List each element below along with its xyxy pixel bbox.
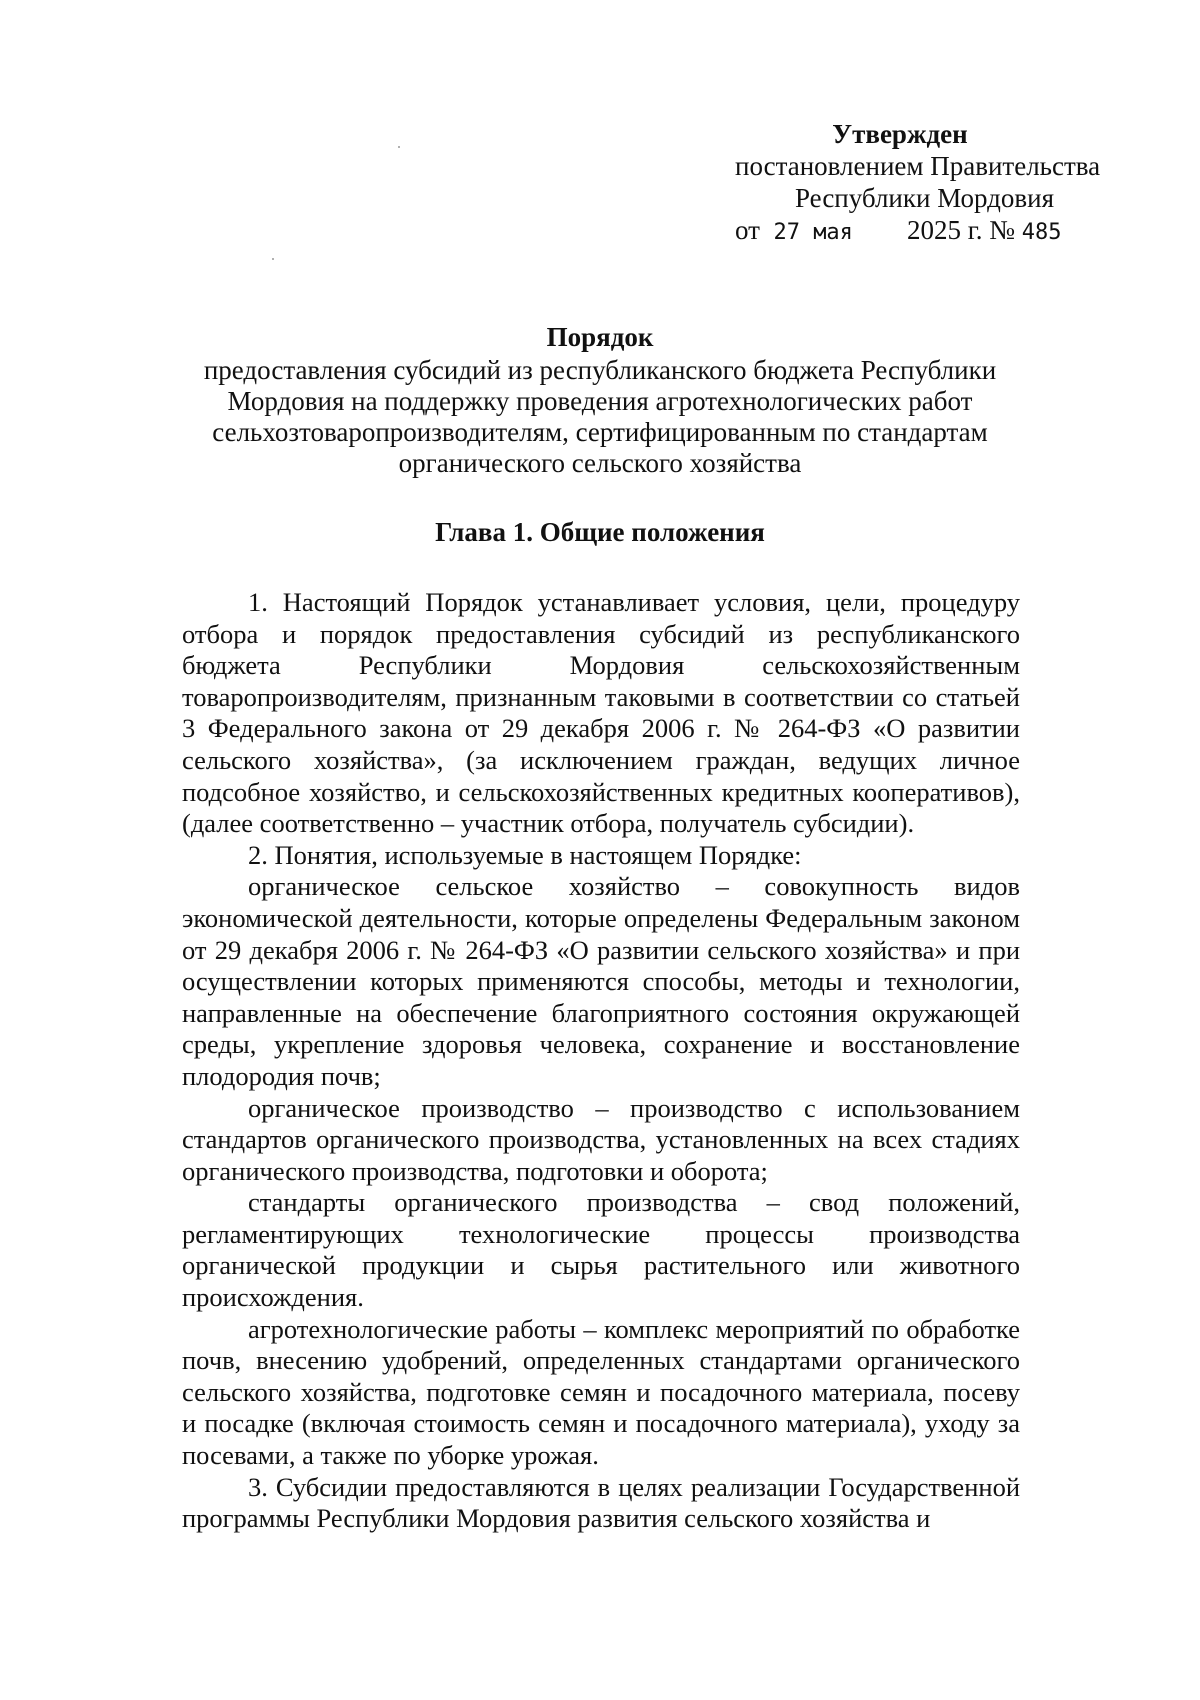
title-line: органического сельского хозяйства — [398, 448, 802, 478]
approval-line-decree: постановлением Правительства — [735, 151, 1101, 181]
chapter-heading: Глава 1. Общие положения — [435, 517, 765, 547]
approval-title: Утвержден — [832, 119, 968, 149]
title-line: сельхозтоваропроизводителям, сертифицированным по стандартам — [212, 417, 988, 447]
paragraph: стандарты органического производства – свод положений, регламентирующих технологические процессы производства органической продукции и сырья растительного или животного происхождения. — [182, 1187, 1020, 1313]
approval-date-line — [690, 214, 1110, 249]
title-line: Мордовия на поддержку проведения агротехнологических работ — [227, 386, 973, 416]
decree-number: 485 — [1021, 220, 1062, 245]
paragraph: 3. Субсидии предоставляются в целях реализации Государственной программы Республики Мордовия развития сельского хозяйства и — [182, 1471, 1020, 1534]
scan-speck — [272, 258, 274, 260]
scan-speck — [398, 146, 400, 148]
title-line: предоставления субсидий из республиканского бюджета Республики — [203, 355, 997, 385]
date-year: 2025 г. № — [906, 215, 1015, 245]
approval-stamp-block — [690, 118, 1110, 249]
date-prefix: от — [735, 215, 760, 245]
paragraph: органическое сельское хозяйство – совокупность видов экономической деятельности, которые определены Федеральным законом от 29 декабря 2006 г. № 264-ФЗ «О развитии сельского хозяйства» и при осуществлении которых применяются способы, методы и технологии, направленные на обеспечение благоприятного состояния окружающей среды, укрепление здоровья человека, сохранение и восстановление плодородия почв; — [182, 871, 1020, 1091]
approval-line-region: Республики Мордовия — [795, 183, 1055, 213]
paragraph: 1. Настоящий Порядок устанавливает условия, цели, процедуру отбора и порядок предоставления субсидий из республиканского бюджета Республики Мордовия сельскохозяйственным товаропроизводителям, признанным таковыми в соответствии со статьей 3 Федерального закона от 29 декабря 2006 г. № 264-ФЗ «О развитии сельского хозяйства», (за исключением граждан, ведущих личное подсобное хозяйство, и сельскохозяйственных кредитных кооперативов), (далее соответственно – участник отбора, получатель субсидии). — [182, 587, 1020, 839]
date-day: 27 мая — [773, 220, 853, 245]
paragraph: агротехнологические работы – комплекс мероприятий по обработке почв, внесению удобрений, определенных стандартами органического сельского хозяйства, подготовке семян и посадочного материала, посеву и посадке (включая стоимость семян и посадочного материала), уходу за посевами, а также по уборке урожая. — [182, 1313, 1020, 1471]
document-body — [182, 587, 1020, 1535]
paragraph: 2. Понятия, используемые в настоящем Порядке: — [248, 839, 802, 870]
paragraph: органическое производство – производство с использованием стандартов органического производства, установленных на всех стадиях органического производства, подготовки и оборота; — [182, 1092, 1020, 1186]
title-heading: Порядок — [546, 322, 654, 352]
document-title — [190, 322, 1010, 479]
